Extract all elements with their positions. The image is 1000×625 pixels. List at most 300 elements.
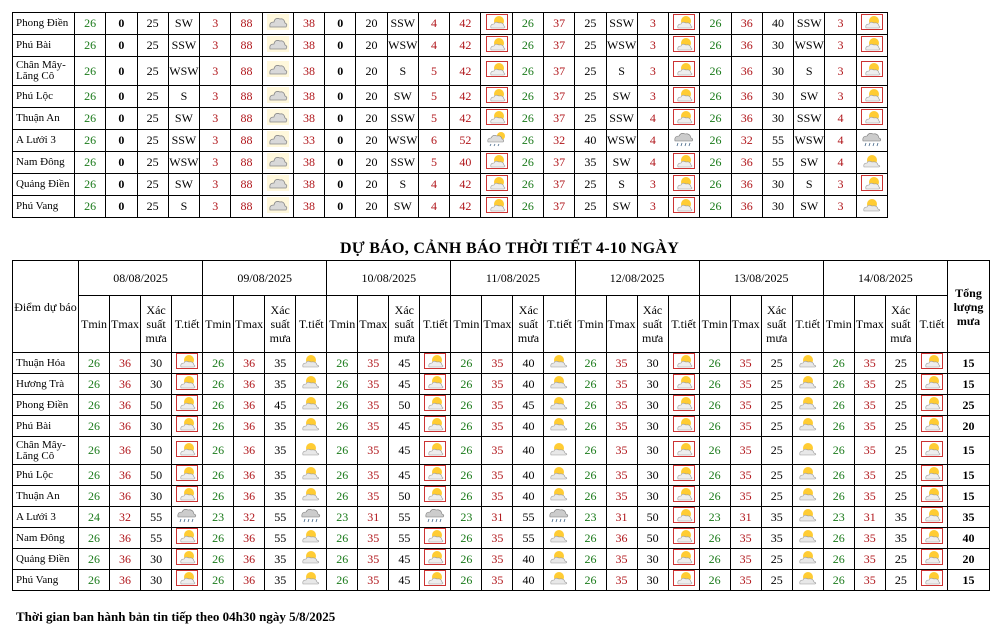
table-cell: 26 — [75, 86, 106, 108]
weather-icon — [668, 549, 699, 570]
tmin-cell: 26 — [699, 570, 730, 591]
table-cell: 37 — [543, 174, 574, 196]
table-cell: 25 — [575, 174, 606, 196]
table-cell: 42 — [450, 174, 481, 196]
weather-icon — [856, 174, 887, 196]
table-cell: S — [606, 174, 637, 196]
footer-note: Thời gian ban hành bản tin tiếp theo 04h30 ngày 5/8/2025 — [16, 609, 336, 624]
tmin-cell: 26 — [451, 465, 482, 486]
tmax-header: Tmax — [358, 296, 389, 353]
weather-icon — [916, 374, 947, 395]
rain-prob-cell: 55 — [265, 507, 296, 528]
table-cell: 36 — [731, 35, 762, 57]
total-rain-cell: 15 — [948, 437, 990, 465]
table-cell: 88 — [231, 57, 262, 86]
tmax-cell: 35 — [358, 528, 389, 549]
table-cell: 0 — [106, 35, 137, 57]
table-cell: 38 — [293, 152, 324, 174]
table-cell: 37 — [543, 13, 574, 35]
table-cell: 25 — [137, 108, 168, 130]
table-cell: SW — [606, 196, 637, 218]
tmax-cell: 35 — [854, 395, 885, 416]
rain-prob-cell: 25 — [761, 395, 792, 416]
weather-icon — [792, 507, 823, 528]
tmax-cell: 35 — [482, 374, 513, 395]
rain-prob-cell: 55 — [389, 528, 420, 549]
table-cell: 20 — [356, 196, 387, 218]
wx-header: T.tiết — [296, 296, 327, 353]
total-rain-cell: 15 — [948, 465, 990, 486]
table-cell: 25 — [575, 86, 606, 108]
weather-icon — [668, 416, 699, 437]
weather-icon — [916, 486, 947, 507]
tmin-header: Tmin — [823, 296, 854, 353]
tmin-cell: 26 — [699, 437, 730, 465]
rain-prob-cell: 55 — [265, 528, 296, 549]
table-row — [13, 528, 990, 549]
weather-icon — [792, 570, 823, 591]
weather-icon — [792, 395, 823, 416]
table-cell: 4 — [418, 13, 449, 35]
extended-forecast-table — [12, 260, 990, 591]
table-cell: 38 — [293, 86, 324, 108]
tmin-cell: 26 — [823, 570, 854, 591]
tmax-cell: 35 — [482, 437, 513, 465]
table-cell: 26 — [512, 35, 543, 57]
date-header: 08/08/2025 — [79, 261, 203, 296]
tmin-cell: 26 — [451, 395, 482, 416]
table-cell: 0 — [325, 35, 356, 57]
tmin-cell: 26 — [699, 353, 730, 374]
wx-header: T.tiết — [420, 296, 451, 353]
weather-icon — [172, 374, 203, 395]
table-cell: 42 — [450, 13, 481, 35]
rain-prob-cell: 25 — [761, 437, 792, 465]
table-cell: 26 — [700, 174, 731, 196]
weather-icon — [856, 152, 887, 174]
tmin-cell: 26 — [451, 549, 482, 570]
weather-icon — [792, 353, 823, 374]
tmin-header: Tmin — [203, 296, 234, 353]
table-cell: 5 — [418, 108, 449, 130]
weather-icon — [296, 549, 327, 570]
table-cell: 6 — [418, 130, 449, 152]
table-cell: 25 — [137, 174, 168, 196]
rain-prob-cell: 25 — [885, 570, 916, 591]
tmin-cell: 26 — [451, 486, 482, 507]
rain-prob-cell: 45 — [389, 437, 420, 465]
table-row — [13, 507, 990, 528]
table-cell: 0 — [325, 196, 356, 218]
tmax-cell: 35 — [482, 528, 513, 549]
weather-icon — [296, 486, 327, 507]
table-cell: 37 — [543, 35, 574, 57]
weather-icon — [669, 35, 700, 57]
weather-icon — [916, 395, 947, 416]
tmin-cell: 26 — [327, 416, 358, 437]
table-cell: 20 — [356, 130, 387, 152]
station-name: Phong Điền — [13, 13, 75, 35]
table-cell: 26 — [512, 57, 543, 86]
date-header: 12/08/2025 — [575, 261, 699, 296]
tmin-cell: 26 — [203, 374, 234, 395]
tmin-cell: 26 — [823, 486, 854, 507]
table-cell: 88 — [231, 13, 262, 35]
table-cell: 5 — [418, 152, 449, 174]
table-cell: SSW — [794, 13, 825, 35]
table-cell: 26 — [75, 196, 106, 218]
table-cell: 4 — [418, 196, 449, 218]
tmin-cell: 26 — [699, 374, 730, 395]
table-row — [13, 57, 888, 86]
tmax-cell: 35 — [606, 416, 637, 437]
rain-prob-cell: 30 — [141, 374, 172, 395]
date-header: 13/08/2025 — [699, 261, 823, 296]
table-cell: 26 — [512, 196, 543, 218]
station-name: Hương Trà — [13, 374, 79, 395]
rain-prob-cell: 55 — [389, 507, 420, 528]
tmax-cell: 35 — [606, 437, 637, 465]
table-cell: 26 — [512, 152, 543, 174]
tmax-header: Tmax — [482, 296, 513, 353]
table-cell: 36 — [731, 174, 762, 196]
table-cell: 0 — [106, 108, 137, 130]
tmax-cell: 35 — [358, 395, 389, 416]
tmin-cell: 26 — [699, 528, 730, 549]
weather-icon — [262, 57, 293, 86]
table-cell: 3 — [825, 35, 856, 57]
rain-prob-cell: 40 — [513, 486, 544, 507]
rain-prob-cell: 35 — [761, 507, 792, 528]
table-cell: S — [168, 86, 199, 108]
weather-icon — [792, 465, 823, 486]
table-cell: 30 — [762, 174, 793, 196]
tmin-cell: 26 — [699, 416, 730, 437]
total-rain-cell: 20 — [948, 416, 990, 437]
tmin-cell: 26 — [203, 437, 234, 465]
prob-header: Xác suất mưa — [389, 296, 420, 353]
table-cell: SSW — [606, 13, 637, 35]
tmin-cell: 26 — [203, 528, 234, 549]
station-name: Nam Đông — [13, 528, 79, 549]
weather-icon — [668, 528, 699, 549]
table-cell: 52 — [450, 130, 481, 152]
weather-icon — [262, 35, 293, 57]
total-rain-cell: 25 — [948, 395, 990, 416]
table-cell: 4 — [637, 152, 668, 174]
table-cell: 25 — [575, 196, 606, 218]
table-cell: 3 — [200, 196, 231, 218]
weather-icon — [296, 507, 327, 528]
table-cell: 26 — [700, 57, 731, 86]
weather-icon — [172, 416, 203, 437]
table-cell: 55 — [762, 130, 793, 152]
tmax-cell: 35 — [358, 549, 389, 570]
table-cell: 20 — [356, 152, 387, 174]
table-cell: 26 — [75, 57, 106, 86]
tmin-cell: 26 — [203, 395, 234, 416]
table-cell: 30 — [762, 196, 793, 218]
prob-header: Xác suất mưa — [513, 296, 544, 353]
weather-icon — [544, 437, 575, 465]
table-cell: 30 — [762, 57, 793, 86]
rain-prob-cell: 25 — [885, 374, 916, 395]
tmin-cell: 26 — [327, 528, 358, 549]
weather-icon — [916, 528, 947, 549]
weather-icon — [669, 86, 700, 108]
tmax-cell: 35 — [482, 395, 513, 416]
weather-icon — [481, 196, 512, 218]
weather-icon — [856, 196, 887, 218]
table-cell: 3 — [200, 108, 231, 130]
tmax-cell: 35 — [730, 549, 761, 570]
rain-prob-cell: 25 — [885, 353, 916, 374]
wx-header: T.tiết — [916, 296, 947, 353]
table-cell: 25 — [137, 196, 168, 218]
table-cell: S — [387, 174, 418, 196]
total-rain-cell: 15 — [948, 570, 990, 591]
tmin-cell: 26 — [327, 486, 358, 507]
table-cell: 88 — [231, 35, 262, 57]
rain-prob-cell: 30 — [141, 570, 172, 591]
rain-prob-cell: 25 — [761, 465, 792, 486]
rain-prob-cell: 30 — [141, 549, 172, 570]
table-cell: 3 — [825, 196, 856, 218]
station-name: Phú Bài — [13, 35, 75, 57]
weather-icon — [172, 528, 203, 549]
rain-prob-cell: 40 — [513, 549, 544, 570]
tmax-cell: 36 — [110, 374, 141, 395]
tmax-cell: 35 — [482, 486, 513, 507]
tmin-cell: 26 — [575, 374, 606, 395]
table-cell: 25 — [575, 108, 606, 130]
tmax-cell: 36 — [234, 437, 265, 465]
wx-header: T.tiết — [544, 296, 575, 353]
rain-prob-cell: 35 — [265, 486, 296, 507]
table-cell: 4 — [825, 108, 856, 130]
weather-icon — [916, 437, 947, 465]
rain-prob-cell: 40 — [513, 570, 544, 591]
weather-icon — [668, 486, 699, 507]
table-cell: 25 — [575, 57, 606, 86]
tmin-cell: 26 — [451, 437, 482, 465]
tmax-cell: 31 — [854, 507, 885, 528]
prob-header: Xác suất mưa — [761, 296, 792, 353]
weather-icon — [668, 353, 699, 374]
weather-icon — [856, 13, 887, 35]
weather-icon — [669, 108, 700, 130]
total-rain-cell: 15 — [948, 374, 990, 395]
rain-prob-cell: 40 — [513, 437, 544, 465]
rain-prob-cell: 35 — [265, 570, 296, 591]
rain-prob-cell: 30 — [637, 416, 668, 437]
tmax-cell: 35 — [854, 353, 885, 374]
table-cell: 26 — [75, 152, 106, 174]
table-cell: 0 — [106, 57, 137, 86]
table-cell: 36 — [731, 152, 762, 174]
station-name: Thuận An — [13, 486, 79, 507]
tmin-cell: 26 — [575, 416, 606, 437]
tmin-cell: 26 — [327, 549, 358, 570]
table-cell: 36 — [731, 86, 762, 108]
weather-icon — [172, 465, 203, 486]
tmin-cell: 26 — [823, 528, 854, 549]
table-cell: SW — [168, 174, 199, 196]
table-cell: 26 — [75, 174, 106, 196]
tmax-cell: 36 — [110, 395, 141, 416]
table-cell: 3 — [825, 57, 856, 86]
tmax-cell: 35 — [482, 570, 513, 591]
weather-icon — [420, 353, 451, 374]
weather-icon — [544, 395, 575, 416]
rain-prob-cell: 55 — [513, 528, 544, 549]
rain-prob-cell: 30 — [637, 570, 668, 591]
tmin-cell: 26 — [823, 416, 854, 437]
table-cell: SW — [606, 86, 637, 108]
tmin-cell: 26 — [327, 353, 358, 374]
total-rain-header: Tổng lượng mưa — [948, 261, 990, 353]
table-cell: SW — [794, 196, 825, 218]
weather-icon — [668, 395, 699, 416]
table-row — [13, 174, 888, 196]
table-cell: WSW — [794, 130, 825, 152]
tmax-cell: 35 — [482, 416, 513, 437]
rain-prob-cell: 30 — [637, 549, 668, 570]
tmax-header: Tmax — [606, 296, 637, 353]
table-cell: 37 — [543, 108, 574, 130]
table-cell: SW — [387, 86, 418, 108]
station-name: Thuận An — [13, 108, 75, 130]
table-cell: 26 — [512, 108, 543, 130]
table-cell: 25 — [575, 35, 606, 57]
table-cell: SW — [794, 152, 825, 174]
tmin-cell: 26 — [79, 549, 110, 570]
tmax-cell: 36 — [234, 570, 265, 591]
weather-icon — [420, 570, 451, 591]
table-row — [13, 152, 888, 174]
rain-prob-cell: 45 — [389, 416, 420, 437]
table-cell: 4 — [637, 130, 668, 152]
table-cell: 26 — [700, 13, 731, 35]
tmax-cell: 36 — [110, 437, 141, 465]
table-cell: WSW — [168, 57, 199, 86]
weather-icon — [296, 528, 327, 549]
table-cell: 3 — [825, 13, 856, 35]
tmax-cell: 35 — [358, 437, 389, 465]
tmin-cell: 26 — [823, 353, 854, 374]
tmin-cell: 23 — [451, 507, 482, 528]
tmax-cell: 36 — [110, 353, 141, 374]
table-cell: WSW — [168, 152, 199, 174]
table-cell: 20 — [356, 174, 387, 196]
station-name: Chân Mây-Lăng Cô — [13, 57, 75, 86]
table-cell: 0 — [106, 174, 137, 196]
table-cell: SW — [606, 152, 637, 174]
tmin-cell: 26 — [575, 570, 606, 591]
table-cell: 26 — [75, 13, 106, 35]
weather-icon — [172, 395, 203, 416]
table-cell: 88 — [231, 196, 262, 218]
table-cell: 3 — [637, 13, 668, 35]
tmax-cell: 35 — [854, 416, 885, 437]
tmax-cell: 35 — [358, 416, 389, 437]
table-row — [13, 486, 990, 507]
date-header: 10/08/2025 — [327, 261, 451, 296]
weather-icon — [916, 416, 947, 437]
tmin-cell: 26 — [451, 353, 482, 374]
table-cell: 0 — [106, 152, 137, 174]
table-row — [13, 416, 990, 437]
table-cell: 3 — [200, 57, 231, 86]
table-cell: 4 — [825, 130, 856, 152]
weather-icon — [420, 528, 451, 549]
tmax-cell: 35 — [358, 570, 389, 591]
rain-prob-cell: 25 — [885, 395, 916, 416]
station-name: Phong Điền — [13, 395, 79, 416]
tmin-cell: 26 — [203, 465, 234, 486]
weather-icon — [544, 507, 575, 528]
rain-prob-cell: 30 — [141, 416, 172, 437]
table-cell: 26 — [700, 108, 731, 130]
table-row — [13, 353, 990, 374]
weather-icon — [544, 570, 575, 591]
table-cell: S — [794, 57, 825, 86]
table-cell: WSW — [794, 35, 825, 57]
weather-icon — [856, 108, 887, 130]
tmax-cell: 35 — [606, 486, 637, 507]
table-cell: 88 — [231, 152, 262, 174]
tmax-cell: 35 — [482, 353, 513, 374]
tmin-cell: 26 — [699, 465, 730, 486]
tmax-cell: 35 — [482, 549, 513, 570]
prob-header: Xác suất mưa — [141, 296, 172, 353]
table-cell: 20 — [356, 35, 387, 57]
weather-icon — [296, 395, 327, 416]
table-cell: 88 — [231, 108, 262, 130]
table-cell: 38 — [293, 174, 324, 196]
weather-icon — [792, 528, 823, 549]
tmax-cell: 35 — [606, 570, 637, 591]
table-cell: 20 — [356, 57, 387, 86]
table-cell: 38 — [293, 35, 324, 57]
tmax-cell: 35 — [730, 416, 761, 437]
weather-icon — [296, 353, 327, 374]
tmin-cell: 26 — [575, 395, 606, 416]
tmin-cell: 26 — [327, 570, 358, 591]
table-cell: WSW — [387, 35, 418, 57]
rain-prob-cell: 50 — [637, 507, 668, 528]
tmax-cell: 36 — [234, 353, 265, 374]
rain-prob-cell: 55 — [513, 507, 544, 528]
tmax-cell: 35 — [730, 395, 761, 416]
tmin-cell: 26 — [699, 549, 730, 570]
weather-icon — [481, 57, 512, 86]
table-cell: 36 — [731, 57, 762, 86]
tmin-cell: 23 — [823, 507, 854, 528]
table-cell: S — [794, 174, 825, 196]
table-cell: 5 — [418, 57, 449, 86]
tmin-cell: 26 — [79, 353, 110, 374]
table-cell: 0 — [325, 152, 356, 174]
weather-icon — [792, 374, 823, 395]
station-name: A Lưới 3 — [13, 130, 75, 152]
total-rain-cell: 35 — [948, 507, 990, 528]
weather-icon — [669, 57, 700, 86]
tmin-cell: 26 — [451, 416, 482, 437]
rain-prob-cell: 45 — [389, 570, 420, 591]
weather-icon — [544, 528, 575, 549]
table-cell: 4 — [825, 152, 856, 174]
